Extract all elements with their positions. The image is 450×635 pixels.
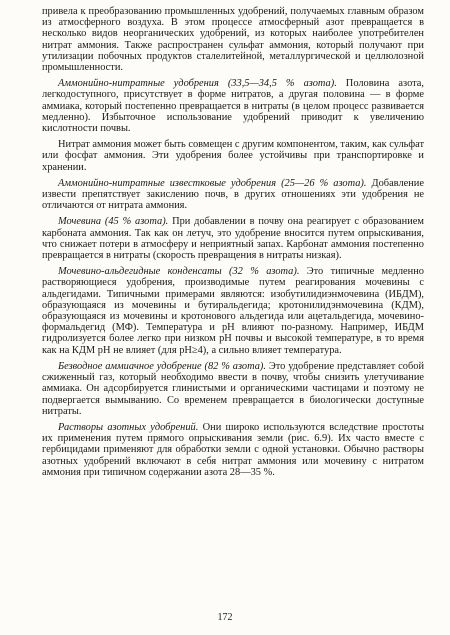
- paragraph-text: Нитрат аммония может быть совмещен с другим компонентом, таким, как сульфат или фосфат аммония. Эти удобрения более устойчивы при транспортировке и хранении.: [42, 139, 424, 173]
- paragraph: [42, 78, 424, 134]
- paragraph: [42, 178, 424, 212]
- paragraph: [42, 422, 424, 478]
- paragraph-text: Они широко используются вследствие простоты их применения путем прямого опрыскивания земли (рис. 6.9). Их часто вместе с гербицидами применяют для обработки земли с одной установки. Обычно растворы азотных удобрений включают в себя нитрат аммония или мочевину с нитратом аммония при типичном содержании азота 28—35 %.: [42, 421, 425, 478]
- paragraph-text: Половина азота, легкодоступного, присутствует в форме нитратов, а другая половина — в форме аммиака, который постепенно превращается в нитраты (в целом процесс развивается медленно). Избыточное использование удобрений приводит к увеличению кислотности почвы.: [42, 78, 424, 135]
- page-number: 172: [217, 612, 233, 623]
- paragraph-heading: Безводное аммиачное удобрение (82 % азота).: [58, 360, 266, 372]
- paragraph-text: Это удобрение представляет собой сжиженный газ, который необходимо ввести в почву, чтобы снизить улетучивание аммиака. Он адсорбируется глинистыми и органическими частицами и поэтому не подвергается вымыванию. Со временем превращается в биологически доступные нитраты.: [42, 360, 425, 417]
- body-text: [42, 6, 424, 483]
- paragraph-heading: Мочевино-альдегидные конденсаты (32 % азота).: [58, 266, 300, 278]
- paragraph: [42, 266, 424, 356]
- paragraph-heading: Аммонийно-нитратные известковые удобрения (25—26 % азота).: [58, 177, 367, 189]
- paragraph: [42, 6, 424, 73]
- paragraph: [42, 361, 424, 417]
- paragraph: [42, 216, 424, 261]
- paragraph: [42, 139, 424, 173]
- paragraph-text: Это типичные медленно растворяющиеся удобрения, производимые путем реагирования мочевины с альдегидами. Типичными примерами являются: изобутилидиэнмочевина (ИБДМ), образующаяся из мочевины и бутиральдегида; кротонилидэнмочевина (КДМ), образующаяся из мочевины и кротонового альдегида или ацетальдегида, мочевино-формальдегид (МФ). Температура и pH влияют по-разному. Например, ИБДМ гидролизуется более легко при низком pH почвы и высокой температуре, в то время как на КДМ pH не влияет (для pH≥4), а сильно влияет температура.: [42, 266, 424, 356]
- paragraph-text: При добавлении в почву она реагирует с образованием карбоната аммония. Так как он летуч, это удобрение вносится путем опрыскивания, что снижает потери в атмосферу и неприятный запах. Карбонат аммония постепенно превращается в нитраты (скорость превращения в нитраты низкая).: [42, 216, 424, 262]
- paragraph-heading: Аммонийно-нитратные удобрения (33,5—34,5 % азота).: [58, 78, 337, 90]
- paragraph-heading: Мочевина (45 % азота).: [58, 216, 169, 228]
- paragraph-text: Добавление извести препятствует закислению почв, в других отношениях эти удобрения не отличаются от нитрата аммония.: [42, 177, 424, 212]
- paragraph-text: привела к преобразованию промышленных удобрений, получаемых главным образом из атмосферного воздуха. В этом процессе атмосферный азот превращается в несколько видов неорганических удобрений, из которых наиболее употребителен нитрат аммония. Также распространен сульфат аммония, который получают при утилизации побочных продуктов сталелитейной, металлургической и целлюлозной промышленности.: [42, 6, 424, 74]
- paragraph-heading: Растворы азотных удобрений.: [58, 421, 199, 433]
